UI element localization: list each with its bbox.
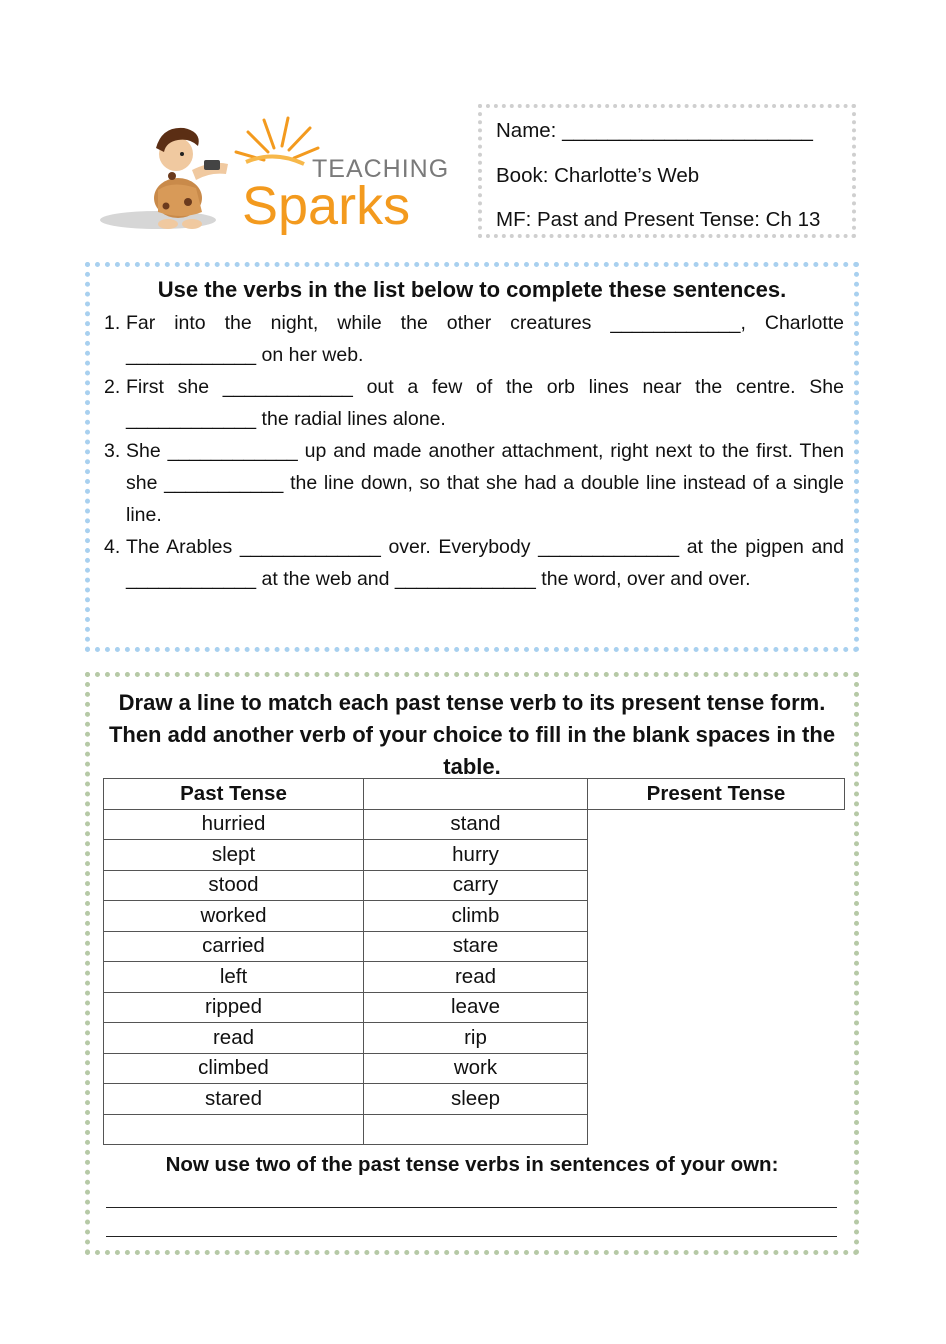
table-row [104,962,845,993]
table-row [104,809,845,840]
question-text[interactable]: She ____________ up and made another attachment, right next to the first. Then she ___________ the line down, so that she had a double line instead of a single line. [126,440,844,526]
table-row [104,1053,845,1084]
question-number: 3. [104,440,121,462]
logo-text-sparks: Sparks [242,176,411,236]
table-row [104,1023,845,1054]
worksheet-topic: MF: Past and Present Tense: Ch 13 [496,208,821,231]
past-tense-cell[interactable]: hurried [104,809,364,840]
present-tense-cell[interactable]: rip [364,1023,588,1054]
table-row [104,931,845,962]
matching-space[interactable] [364,779,588,810]
past-tense-cell[interactable]: read [104,1023,364,1054]
question-list [104,307,844,595]
question-item [104,435,844,531]
teaching-sparks-logo [96,110,456,245]
logo-graphic [96,110,456,245]
present-tense-blank-cell[interactable] [364,1114,588,1145]
question-text[interactable]: Far into the night, while the other creatures ____________, Charlotte ____________ on her web. [126,312,844,366]
table-row-blank [104,1114,845,1145]
present-tense-cell[interactable]: work [364,1053,588,1084]
own-sentences-prompt: Now use two of the past tense verbs in sentences of your own: [165,1153,779,1176]
question-text[interactable]: The Arables _____________ over. Everybody _____________ at the pigpen and ____________ at the web and _____________ the word, over and over. [126,536,844,590]
section1-heading: Use the verbs in the list below to complete these sentences. [157,277,787,302]
past-tense-cell[interactable]: worked [104,901,364,932]
present-tense-cell[interactable]: carry [364,870,588,901]
past-tense-header: Past Tense [104,779,364,810]
past-tense-cell[interactable]: stood [104,870,364,901]
tense-match-table [103,778,845,1145]
answer-line-2[interactable] [106,1236,837,1237]
present-tense-cell[interactable]: hurry [364,840,588,871]
section2-heading: Draw a line to match each past tense verb to its present tense form. Then add another verb of your choice to fill in the blank spaces in the table. [108,690,836,779]
sentence-completion-box [85,262,859,652]
present-tense-cell[interactable]: stare [364,931,588,962]
table-row [104,1084,845,1115]
book-title: Book: Charlotte’s Web [496,163,700,187]
present-tense-header: Present Tense [588,779,845,810]
question-item [104,307,844,371]
table-row [104,901,845,932]
caveman-icon [154,128,228,229]
question-number: 4. [104,536,121,558]
table-header-row [104,779,845,810]
past-tense-cell[interactable]: left [104,962,364,993]
question-number: 1. [104,312,121,334]
table-row [104,992,845,1023]
past-tense-cell[interactable]: ripped [104,992,364,1023]
present-tense-cell[interactable]: climb [364,901,588,932]
table-row [104,840,845,871]
past-tense-cell[interactable]: stared [104,1084,364,1115]
question-item [104,371,844,435]
logo-text-teaching: TEACHING [312,155,450,183]
answer-line-1[interactable] [106,1207,837,1208]
tense-matching-box [85,672,859,1255]
present-tense-cell[interactable]: sleep [364,1084,588,1115]
question-item [104,531,844,595]
question-number: 2. [104,376,121,398]
past-tense-cell[interactable]: carried [104,931,364,962]
present-tense-cell[interactable]: leave [364,992,588,1023]
present-tense-cell[interactable]: read [364,962,588,993]
past-tense-cell[interactable]: slept [104,840,364,871]
sunburst-icon [236,118,318,160]
past-tense-blank-cell[interactable] [104,1114,364,1145]
past-tense-cell[interactable]: climbed [104,1053,364,1084]
table-row [104,870,845,901]
name-line[interactable]: Name: ______________________ [496,119,813,142]
student-info-box [478,104,856,238]
present-tense-cell[interactable]: stand [364,809,588,840]
question-text[interactable]: First she ____________ out a few of the orb lines near the centre. She ____________ the radial lines alone. [126,376,844,430]
